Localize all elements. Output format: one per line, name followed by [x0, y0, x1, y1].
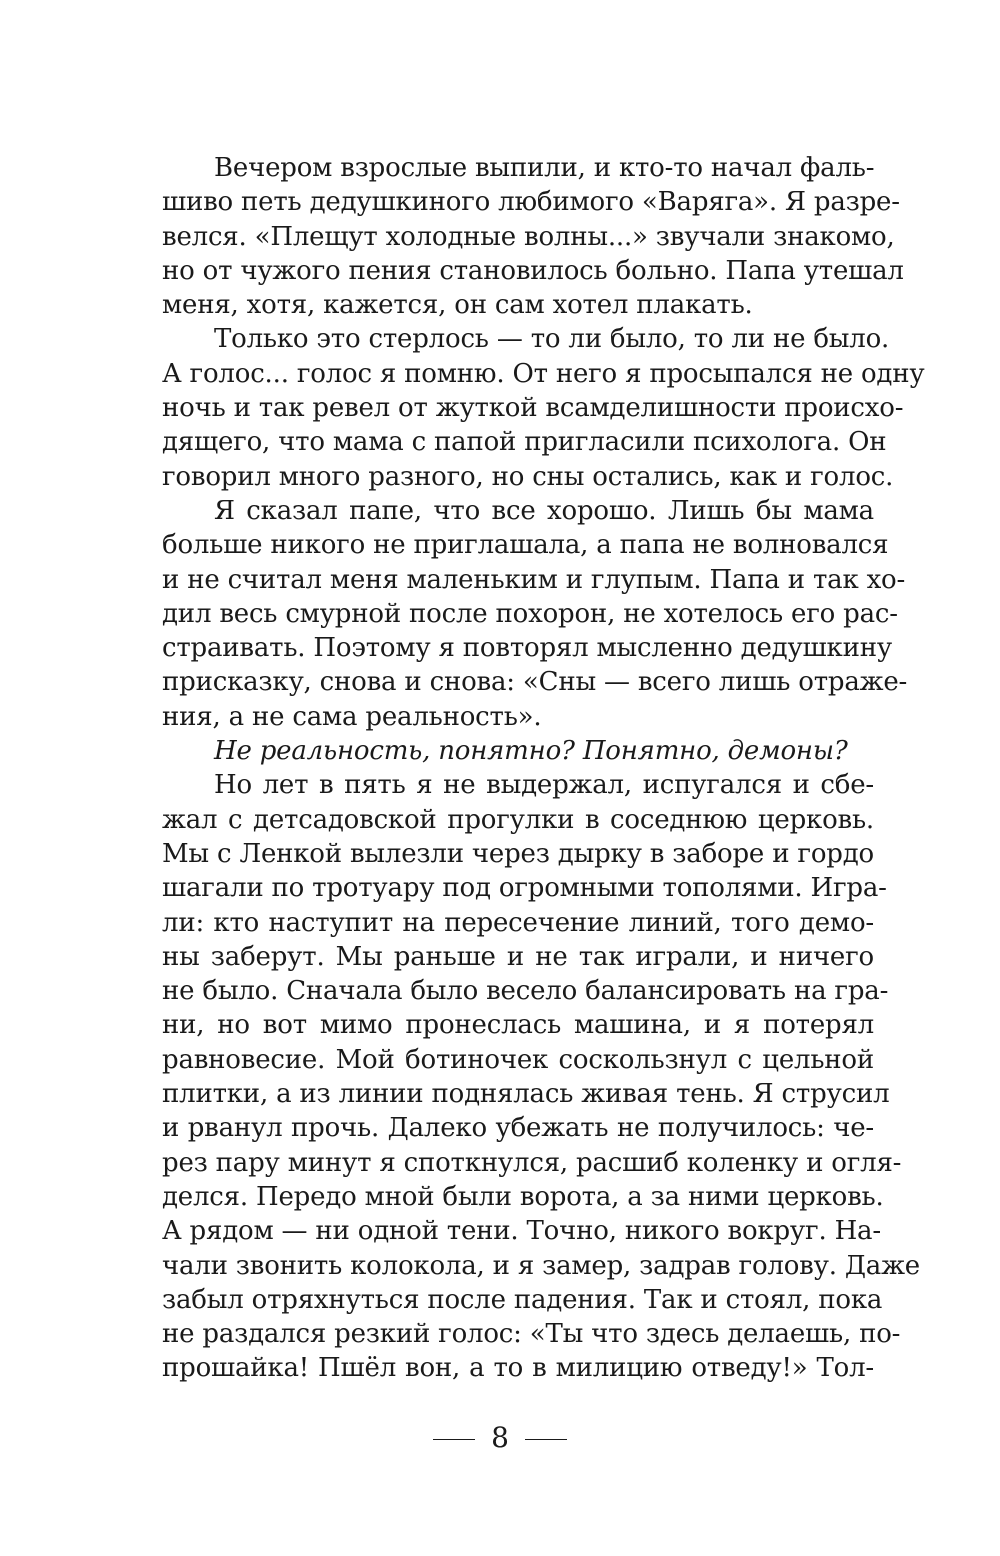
text-line: А рядом — ни одной тени. Точно, никого вокруг. На-: [162, 1216, 881, 1247]
text-line: Но лет в пять я не выдержал, испугался и сбе-: [214, 770, 874, 801]
text-line: шиво петь дедушкиного любимого «Варяга». Я разре-: [162, 187, 900, 218]
text-line: Не реальность, понятно? Понятно, демоны?: [214, 736, 848, 767]
text-line: не было. Сначала было весело балансировать на гра-: [162, 976, 889, 1007]
text-line: меня, хотя, кажется, он сам хотел плакать.: [162, 290, 753, 321]
text-line: ночь и так ревел от жуткой всамделишности происхо-: [162, 393, 904, 424]
text-line: ли: кто наступит на пересечение линий, того демо-: [162, 907, 874, 938]
right-dash-ornament: [525, 1439, 567, 1440]
page-number-footer: [0, 1418, 1000, 1458]
text-line: велся. «Плещут холодные волны...» звучали знакомо,: [162, 221, 895, 252]
text-line: Я сказал папе, что все хорошо. Лишь бы мама: [214, 495, 874, 526]
text-line: Вечером взрослые выпили, и кто-то начал фаль-: [214, 153, 875, 183]
page-text: [162, 151, 925, 1386]
text-line: рез пару минут я споткнулся, расшиб коленку и огля-: [162, 1147, 902, 1178]
text-line: Мы с Ленкой вылезли через дырку в заборе и гордо: [162, 838, 874, 869]
text-line: дил весь смурной после похорон, не хотелось его рас-: [162, 598, 898, 629]
text-line: забыл отряхнуться после падения. Так и стоял, пока: [162, 1284, 883, 1315]
text-line: жал с детсадовской прогулки в соседнюю церковь.: [162, 804, 874, 835]
text-line: делся. Передо мной были ворота, а за ними церковь.: [162, 1181, 884, 1212]
paragraph-4-italic: [162, 734, 874, 768]
text-line: шагали по тротуару под огромными тополями. Игра-: [162, 873, 887, 904]
page-number: 8: [491, 1421, 509, 1454]
text-line: больше никого не приглашала, а папа не волновался: [162, 530, 889, 561]
left-dash-ornament: [433, 1439, 475, 1440]
paragraph-3: [162, 494, 908, 734]
text-line: и не считал меня маленьким и глупым. Папа и так хо-: [162, 564, 906, 595]
text-line: ны заберут. Мы раньше и не так играли, и ничего: [162, 941, 874, 972]
text-line: присказку, снова и снова: «Сны — всего лишь отраже-: [162, 667, 908, 698]
text-line: дящего, что мама с папой пригласили психолога. Он: [162, 427, 887, 458]
text-line: страивать. Поэтому я повторял мысленно дедушкину: [162, 633, 892, 664]
text-line: но от чужого пения становилось больно. Папа утешал: [162, 255, 904, 286]
text-line: не раздался резкий голос: «Ты что здесь делаешь, по-: [162, 1319, 901, 1350]
paragraph-5: [162, 768, 920, 1385]
text-line: прошайка! Пшёл вон, а то в милицию отведу!» Тол-: [162, 1353, 874, 1384]
text-line: ни, но вот мимо пронеслась машина, и я потерял: [162, 1010, 874, 1041]
text-line: равновесие. Мой ботиночек соскользнул с цельной: [162, 1044, 874, 1075]
paragraph-2: [162, 322, 925, 493]
text-line: ния, а не сама реальность».: [162, 701, 542, 732]
text-line: говорил много разного, но сны остались, как и голос.: [162, 461, 894, 492]
text-line: чали звонить колокола, и я замер, задрав голову. Даже: [162, 1250, 920, 1281]
text-line: Только это стерлось — то ли было, то ли не было.: [214, 324, 890, 355]
text-line: плитки, а из линии поднялась живая тень. Я струсил: [162, 1079, 890, 1110]
text-line: А голос... голос я помню. От него я просыпался не одну: [162, 358, 925, 389]
text-line: и рванул прочь. Далеко убежать не получилось: че-: [162, 1113, 874, 1144]
paragraph-1: [162, 151, 904, 322]
